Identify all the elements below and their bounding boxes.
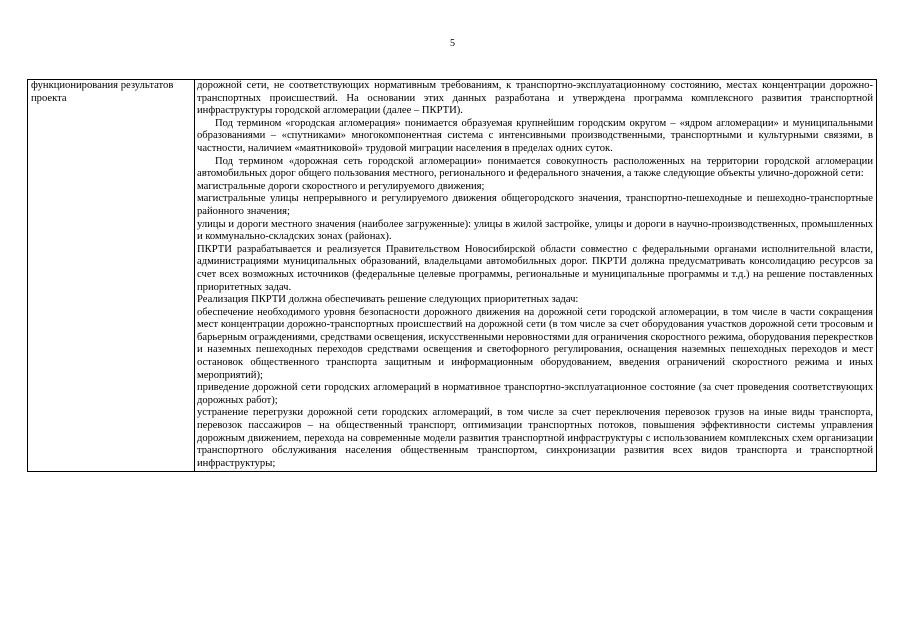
- paragraph: обеспечение необходимого уровня безопасности дорожного движения на дорожной сети городской агломерации, в том числе в части сокращения мест концентрации дорожно-транспортных происшествий на дорожной сети (в том числе за счет оборудования участков дорожной сети тросовым и барьерным ограждениями, средствами освещения, искусственными неровностями для ограничения скоростного режима, оборудования перекрестков и наземных пешеходных переходов средствами освещения и светофорного регулирования, оснащения наземных пешеходных переходов и мест остановок общественного транспорта защитным и информационным оборудованием, введения ограничений скоростного режима и иных мероприятий);: [197, 306, 873, 381]
- paragraph: Под термином «дорожная сеть городской агломерации» понимается совокупность расположенных на территории городской агломерации автомобильных дорог общего пользования местного, регионального и федерального значения, а также следующие объекты улично-дорожной сети:: [197, 155, 873, 180]
- paragraph: приведение дорожной сети городских агломераций в нормативное транспортно-эксплуатационное состояние (за счет проведения соответствующих дорожных работ);: [197, 382, 873, 406]
- page-number: 5: [450, 38, 455, 49]
- paragraph: магистральные дороги скоростного и регулируемого движения;: [197, 180, 485, 192]
- paragraph-list: [197, 80, 873, 470]
- paragraph: улицы и дороги местного значения (наиболее загруженные): улицы в жилой застройке, улицы и дороги в научно-производственных, промышленных и коммунально-складских зонах (районах).: [197, 218, 873, 243]
- paragraph: магистральные улицы непрерывного и регулируемого движения общегородского значения, транспортно-пешеходные и пешеходно-транспортные районного значения;: [197, 193, 873, 217]
- row-label: функционирования результатов проекта: [31, 80, 174, 104]
- table-cell-label: [28, 80, 195, 472]
- table-cell-content: [195, 80, 877, 472]
- paragraph: Реализация ПКРТИ должна обеспечивать решение следующих приоритетных задач:: [197, 294, 579, 306]
- paragraph: устранение перегрузки дорожной сети городских агломераций, в том числе за счет переключения перевозок грузов на иные виды транспорта, перевозок пассажиров – на общественный транспорт, оптимизации транспортных потоков, повышения эффективности системы управления дорожным движением, перехода на современные модели развития транспортной инфраструктуры с использованием комплексных схем организации транспортного обслуживания населения общественным транспортом, синхронизации развития всех видов транспорта и транспортной инфраструктуры;: [197, 407, 873, 469]
- paragraph: дорожной сети, не соответствующих нормативным требованиям, к транспортно-эксплуатационному состоянию, местах концентрации дорожно-транспортных происшествий. На основании этих данных разработана и утверждена программа комплексного развития транспортной инфраструктуры городской агломерации (далее – ПКРТИ).: [197, 80, 873, 117]
- table-row: [28, 80, 877, 472]
- paragraph: ПКРТИ разрабатывается и реализуется Правительством Новосибирской области совместно с федеральными органами исполнительной власти, администрациями муниципальных образований, владельцами автомобильных дорог. ПКРТИ должна предусматривать консолидацию ресурсов за счет всех возможных источников (федеральные целевые программы, региональные и муниципальные программы и т.д.) на решение поставленных приоритетных задач.: [197, 243, 873, 293]
- content-table: [27, 79, 877, 472]
- paragraph: Под термином «городская агломерация» понимается образуемая крупнейшим городским округом – «ядром агломерации» и муниципальными образованиями – «спутниками» многокомпонентная система с интенсивными производственными, транспортными и культурными связями, в частности, наличием «маятниковой» трудовой миграции населения в пределах одних суток.: [197, 117, 873, 154]
